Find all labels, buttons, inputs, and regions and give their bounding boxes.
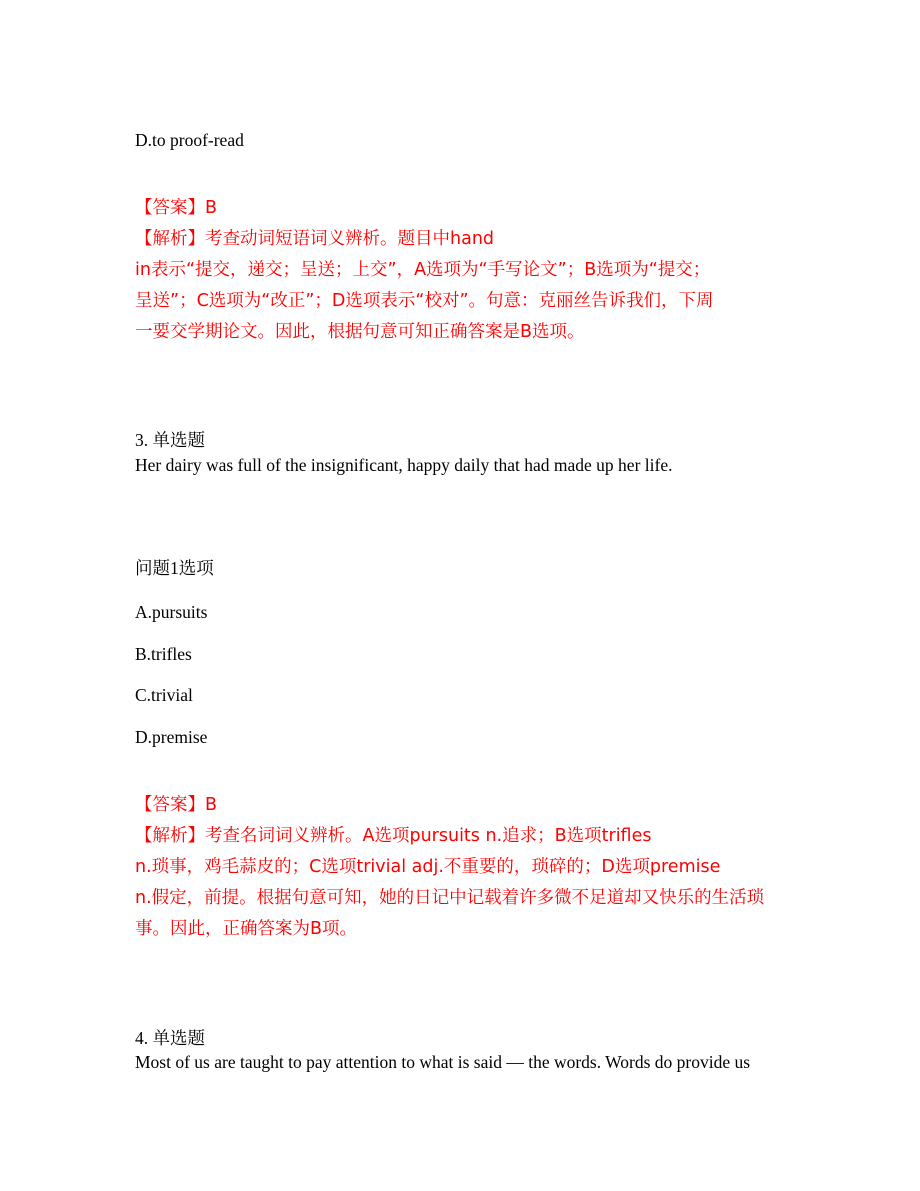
q2-analysis-line-1: 【解析】考查动词短语词义辨析。题目中hand: [135, 229, 495, 249]
q3-option-b: B.trifles: [135, 644, 192, 664]
q4-stem: Most of us are taught to pay attention to what is said — the words. Words do provide us: [135, 1052, 751, 1072]
q3-analysis-line-3: n.假定，前提。根据句意可知，她的日记中记载着许多微不足道却又快乐的生活琐: [135, 888, 765, 908]
q3-stem: Her dairy was full of the insignificant, happy daily that had made up her life.: [135, 455, 673, 475]
q3-option-d: D.premise: [135, 727, 208, 747]
q2-answer: 【答案】B: [135, 198, 218, 218]
q3-analysis-line-2: n.琐事，鸡毛蒜皮的；C选项trivial adj.不重要的，琐碎的；D选项premise: [135, 857, 721, 877]
q4-header: 4. 单选题: [135, 1028, 205, 1048]
q3-option-a: A.pursuits: [135, 602, 208, 622]
q3-answer: 【答案】B: [135, 795, 218, 815]
q2-analysis-line-3: 呈送”；C选项为“改正”；D选项表示“校对”。句意：克丽丝告诉我们，下周: [135, 291, 714, 311]
q3-analysis-line-1: 【解析】考查名词词义辨析。A选项pursuits n.追求；B选项trifles: [135, 826, 652, 846]
q2-analysis-line-4: 一要交学期论文。因此，根据句意可知正确答案是B选项。: [135, 322, 585, 342]
q3-header: 3. 单选题: [135, 430, 205, 450]
q2-analysis-line-2: in表示“提交，递交；呈送；上交”，A选项为“手写论文”；B选项为“提交；: [135, 260, 711, 280]
q3-option-c: C.trivial: [135, 685, 193, 705]
q3-analysis-line-4: 事。因此，正确答案为B项。: [135, 919, 358, 939]
q2-option-d: D.to proof-read: [135, 130, 244, 150]
q3-sub-question: 问题1选项: [135, 558, 214, 578]
